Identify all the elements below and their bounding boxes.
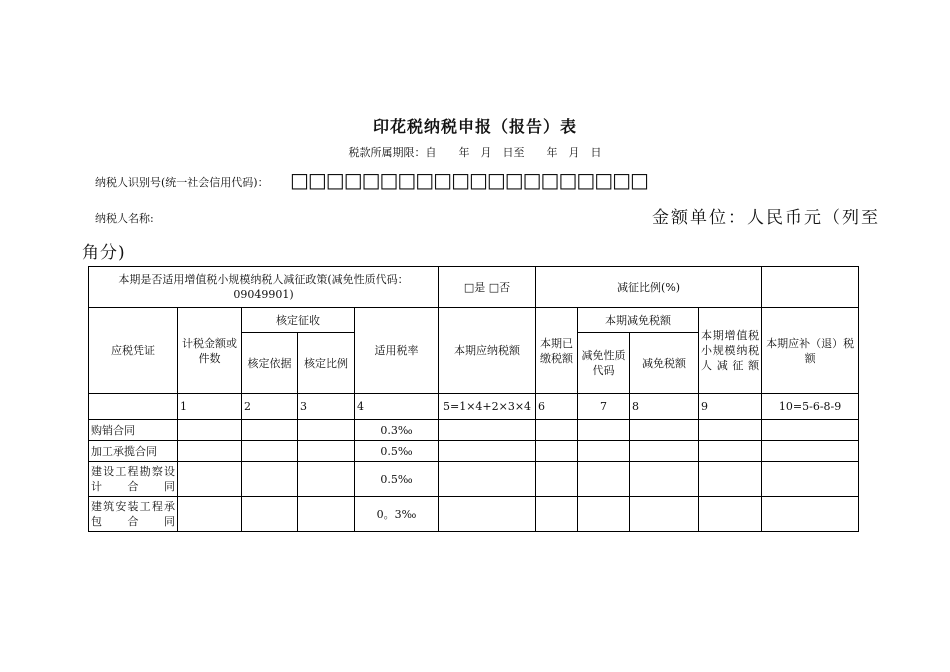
row-voucher-name: [89, 497, 178, 532]
column-number: 9: [699, 394, 762, 420]
column-number: 3: [298, 394, 355, 420]
input-cell[interactable]: [298, 420, 355, 441]
header-small-scale-reduction-text: 本期增值税小规模纳税人减征额: [701, 329, 760, 372]
input-cell[interactable]: [699, 441, 762, 462]
form-title: 印花税纳税申报（报告）表: [372, 117, 577, 136]
input-cell[interactable]: [242, 462, 298, 497]
input-cell[interactable]: [630, 441, 699, 462]
column-number: 2: [242, 394, 298, 420]
policy-question: 本期是否适用增值税小规模纳税人减征政策(减免性质代码：09049901): [89, 267, 439, 308]
input-cell[interactable]: [762, 441, 859, 462]
header-verified-basis: 核定依据: [242, 333, 298, 394]
table-row: [89, 497, 859, 532]
column-number: 7: [578, 394, 630, 420]
input-cell[interactable]: [630, 497, 699, 532]
row-tax-rate: 0。3‰: [355, 497, 439, 532]
input-cell[interactable]: [242, 420, 298, 441]
table-row: [89, 420, 859, 441]
header-verified-levy: 核定征收: [242, 308, 355, 333]
column-number: 8: [630, 394, 699, 420]
column-number: 5=1×4+2×3×4: [439, 394, 536, 420]
input-cell[interactable]: [178, 462, 242, 497]
input-cell[interactable]: [578, 420, 630, 441]
column-number: 4: [355, 394, 439, 420]
input-cell[interactable]: [699, 420, 762, 441]
header-paid: 本期已缴税额: [536, 308, 578, 394]
row-tax-rate: 0.5‰: [355, 441, 439, 462]
declaration-table: [88, 266, 859, 532]
header-payable: 本期应纳税额: [439, 308, 536, 394]
policy-options[interactable]: □是 □否: [439, 267, 536, 308]
input-cell[interactable]: [762, 420, 859, 441]
row-tax-rate: 0.5‰: [355, 462, 439, 497]
input-cell[interactable]: [536, 441, 578, 462]
row-voucher-name: 购销合同: [89, 420, 178, 441]
input-cell[interactable]: [178, 420, 242, 441]
input-cell[interactable]: [536, 462, 578, 497]
input-cell[interactable]: [439, 462, 536, 497]
table-row: [89, 462, 859, 497]
tax-period-line: 税款所属期限：自 年 月 日至 年 月 日: [348, 146, 602, 159]
input-cell[interactable]: [536, 497, 578, 532]
table-row: [89, 441, 859, 462]
amount-unit-label-cont: 角分): [82, 243, 126, 263]
column-number: 1: [178, 394, 242, 420]
header-tax-rate: 适用税率: [355, 308, 439, 394]
header-current-exemption: 本期减免税额: [578, 308, 699, 333]
number-blank: [89, 394, 178, 420]
input-cell[interactable]: [298, 462, 355, 497]
header-refund: 本期应补（退）税额: [762, 308, 859, 394]
reduction-ratio-cell[interactable]: [762, 267, 859, 308]
header-exemption-amount: 减免税额: [630, 333, 699, 394]
reduction-ratio-label: 减征比例(%): [536, 267, 762, 308]
input-cell[interactable]: [178, 441, 242, 462]
column-number: 10=5-6-8-9: [762, 394, 859, 420]
row-voucher-name: 加工承揽合同: [89, 441, 178, 462]
header-exemption-code: 减免性质代码: [578, 333, 630, 394]
row-voucher-name: [89, 462, 178, 497]
taxpayer-id-boxes[interactable]: □□□□□□□□□□□□□□□□□□□□: [290, 168, 648, 192]
input-cell[interactable]: [298, 441, 355, 462]
header-taxable-amount: 计税金额或件数: [178, 308, 242, 394]
input-cell[interactable]: [762, 462, 859, 497]
input-cell[interactable]: [242, 497, 298, 532]
row-voucher-name-text: 建筑安装工程承包合同: [91, 500, 175, 528]
input-cell[interactable]: [699, 497, 762, 532]
input-cell[interactable]: [242, 441, 298, 462]
taxpayer-id-label: 纳税人识别号(统一社会信用代码)：: [95, 176, 269, 189]
taxpayer-name-label: 纳税人名称:: [95, 212, 154, 225]
input-cell[interactable]: [762, 497, 859, 532]
row-tax-rate: 0.3‰: [355, 420, 439, 441]
input-cell[interactable]: [536, 420, 578, 441]
input-cell[interactable]: [439, 420, 536, 441]
row-voucher-name-text: 建设工程勘察设计合同: [91, 465, 175, 493]
input-cell[interactable]: [439, 497, 536, 532]
input-cell[interactable]: [439, 441, 536, 462]
column-number: 6: [536, 394, 578, 420]
input-cell[interactable]: [630, 420, 699, 441]
header-voucher: 应税凭证: [89, 308, 178, 394]
amount-unit-label: 金额单位：人民币元（列至: [652, 208, 880, 228]
input-cell[interactable]: [578, 441, 630, 462]
input-cell[interactable]: [630, 462, 699, 497]
header-verified-ratio: 核定比例: [298, 333, 355, 394]
input-cell[interactable]: [699, 462, 762, 497]
input-cell[interactable]: [578, 462, 630, 497]
header-small-scale-reduction: [699, 308, 762, 394]
input-cell[interactable]: [298, 497, 355, 532]
input-cell[interactable]: [578, 497, 630, 532]
input-cell[interactable]: [178, 497, 242, 532]
